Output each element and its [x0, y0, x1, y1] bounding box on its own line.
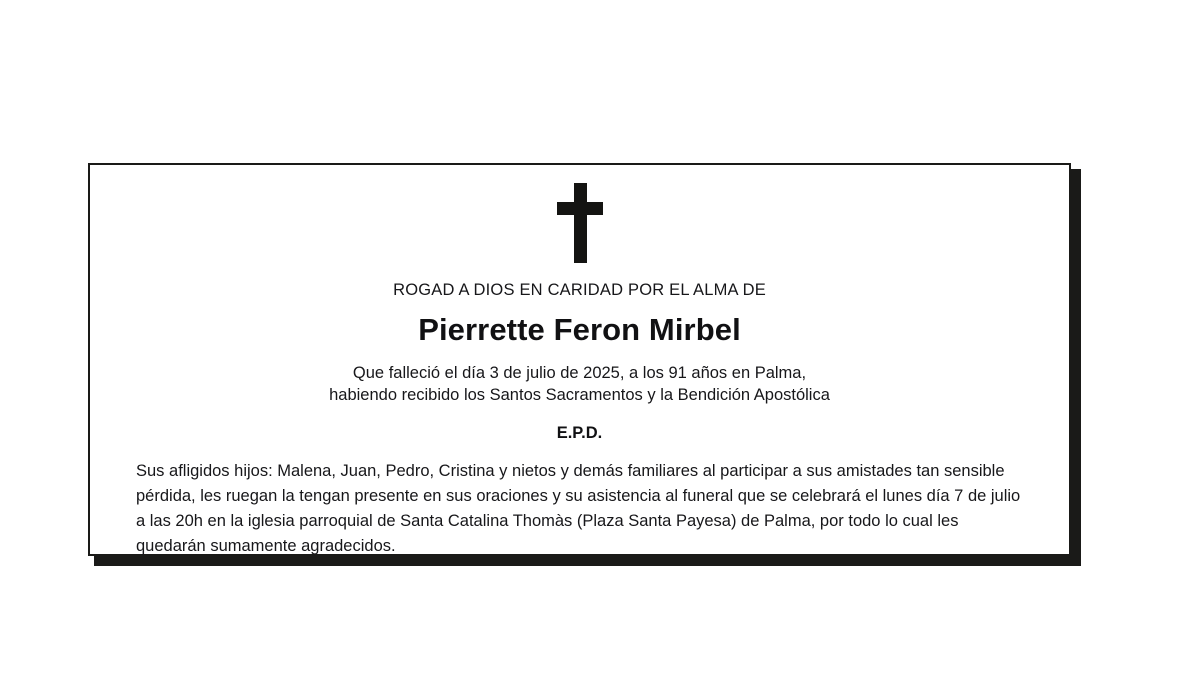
christian-cross-icon — [557, 183, 603, 263]
death-details — [136, 362, 1023, 406]
funeral-announcement-text: Sus afligidos hijos: Malena, Juan, Pedro, Cristina y nietos y demás familiares al participar a sus amistades tan sensible pérdida, les ruegan la tengan presente en sus oraciones y su asistencia al funeral que se celebrará el lunes día 7 de julio a las 20h en la iglesia parroquial de Santa Catalina Thomàs (Plaza Santa Payesa) de Palma, por todo lo cual les quedarán sumamente agradecidos. — [136, 462, 1021, 555]
invocation-text: ROGAD A DIOS EN CARIDAD POR EL ALMA DE — [393, 281, 766, 299]
cross-vertical-bar — [574, 183, 587, 263]
epd-abbreviation: E.P.D. — [556, 424, 603, 442]
cross-horizontal-bar — [557, 202, 603, 215]
deceased-name: Pierrette Feron Mirbel — [418, 312, 741, 347]
death-details-line-2: habiendo recibido los Santos Sacramentos y la Bendición Apostólica — [329, 386, 830, 404]
obituary-notice — [88, 163, 1075, 560]
cross-holder — [136, 183, 1023, 267]
death-details-line-1: Que falleció el día 3 de julio de 2025, a los 91 años en Palma, — [352, 364, 807, 382]
notice-card — [88, 163, 1071, 556]
